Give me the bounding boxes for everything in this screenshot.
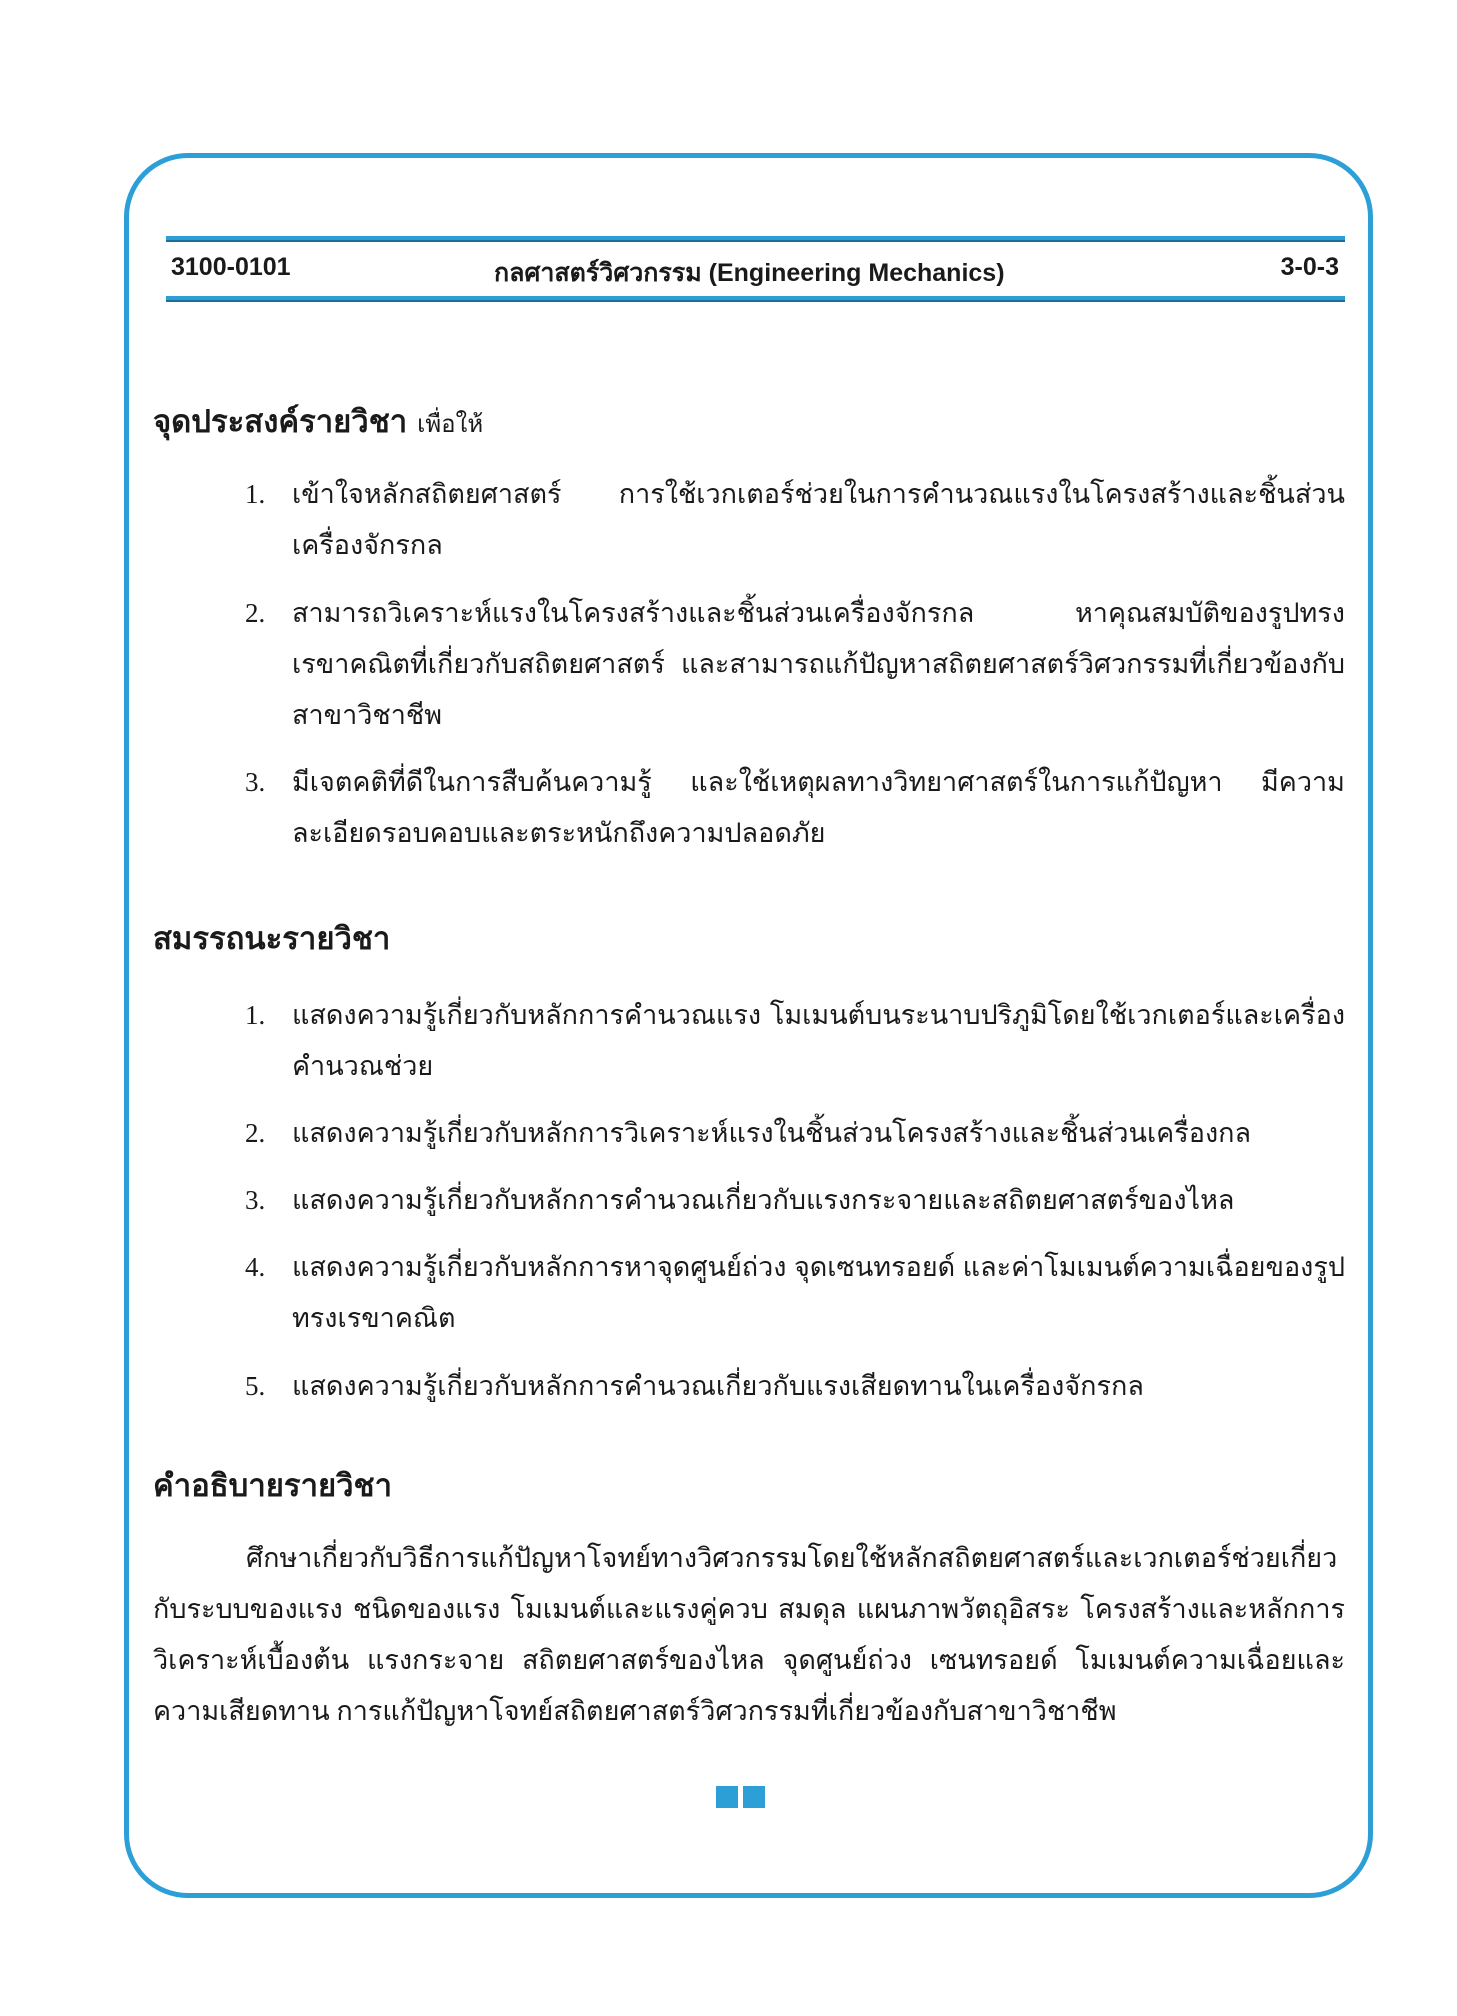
objective-item-3 [245,757,1345,859]
course-code: 3100-0101 [171,253,291,281]
competency-item-1 [245,990,1345,1092]
list-text: สามารถวิเคราะห์แรงในโครงสร้างและชิ้นส่วนเครื่องจักรกล หาคุณสมบัติของรูปทรงเรขาคณิตที่เกี่ยวกับสถิตยศาสตร์ และสามารถแก้ปัญหาสถิตยศาสตร์วิศวกรรมที่เกี่ยวข้องกับสาขาวิชาชีพ [292,598,1345,730]
objectives-subtitle: เพื่อให้ [417,410,484,438]
description-title: คำอธิบายรายวิชา [153,1468,393,1504]
competency-item-3 [245,1175,1345,1226]
competency-item-2 [245,1108,1345,1159]
list-number: 2. [245,598,266,628]
objective-item-1 [245,469,1345,571]
list-text: แสดงความรู้เกี่ยวกับหลักการคำนวณเกี่ยวกับแรงกระจายและสถิตยศาสตร์ของไหล [292,1185,1235,1215]
description-paragraph: ศึกษาเกี่ยวกับวิธีการแก้ปัญหาโจทย์ทางวิศวกรรมโดยใช้หลักสถิตยศาสตร์และเวกเตอร์ช่วยเกี่ยวกับระบบของแรง ชนิดของแรง โมเมนต์และแรงคู่ควบ สมดุล แผนภาพวัตถุอิสระ โครงสร้างและหลักการวิเคราะห์เบื้องต้น แรงกระจาย สถิตยศาสตร์ของไหล จุดศูนย์ถ่วง เซนทรอยด์ โมเมนต์ความเฉื่อยและความเสียดทาน การแก้ปัญหาโจทย์สถิตยศาสตร์วิศวกรรมที่เกี่ยวข้องกับสาขาวิชาชีพ [153,1543,1345,1726]
list-text: แสดงความรู้เกี่ยวกับหลักการคำนวณแรง โมเมนต์บนระนาบปริภูมิโดยใช้เวกเตอร์และเครื่องคำนวณช่วย [292,1000,1345,1081]
competency-item-4 [245,1242,1345,1344]
list-number: 1. [245,479,266,509]
course-header [166,247,1345,291]
list-text: มีเจตคติที่ดีในการสืบค้นความรู้ และใช้เหตุผลทางวิทยาศาสตร์ในการแก้ปัญหา มีความละเอียดรอบคอบและตระหนักถึงความปลอดภัย [292,767,1345,848]
objectives-title: จุดประสงค์รายวิชา [153,404,408,440]
decorative-square-left [716,1786,738,1808]
list-text: เข้าใจหลักสถิตยศาสตร์ การใช้เวกเตอร์ช่วยในการคำนวณแรงในโครงสร้างและชิ้นส่วนเครื่องจักรกล [292,479,1345,560]
header-bottom-rule [166,296,1345,302]
competencies-title: สมรรถนะรายวิชา [153,921,391,957]
list-text: แสดงความรู้เกี่ยวกับหลักการคำนวณเกี่ยวกับแรงเสียดทานในเครื่องจักรกล [292,1371,1144,1401]
list-number: 5. [245,1371,266,1401]
list-number: 3. [245,1185,266,1215]
description-heading [153,1460,392,1510]
header-top-rule [166,236,1345,242]
list-text: แสดงความรู้เกี่ยวกับหลักการหาจุดศูนย์ถ่วง จุดเซนทรอยด์ และค่าโมเมนต์ความเฉื่อยของรูปทรงเรขาคณิต [292,1252,1345,1333]
objectives-heading [153,396,483,446]
objective-item-2 [245,588,1345,741]
competency-item-5 [245,1361,1345,1412]
competencies-heading [153,913,390,963]
list-number: 1. [245,1000,266,1030]
list-number: 2. [245,1118,266,1148]
course-credits: 3-0-3 [1280,253,1339,281]
list-number: 3. [245,767,266,797]
list-text: แสดงความรู้เกี่ยวกับหลักการวิเคราะห์แรงในชิ้นส่วนโครงสร้างและชิ้นส่วนเครื่องกล [292,1118,1252,1148]
list-number: 4. [245,1252,266,1282]
course-title: กลศาสตร์วิศวกรรม (Engineering Mechanics) [494,259,1005,287]
decorative-square-right [743,1786,765,1808]
